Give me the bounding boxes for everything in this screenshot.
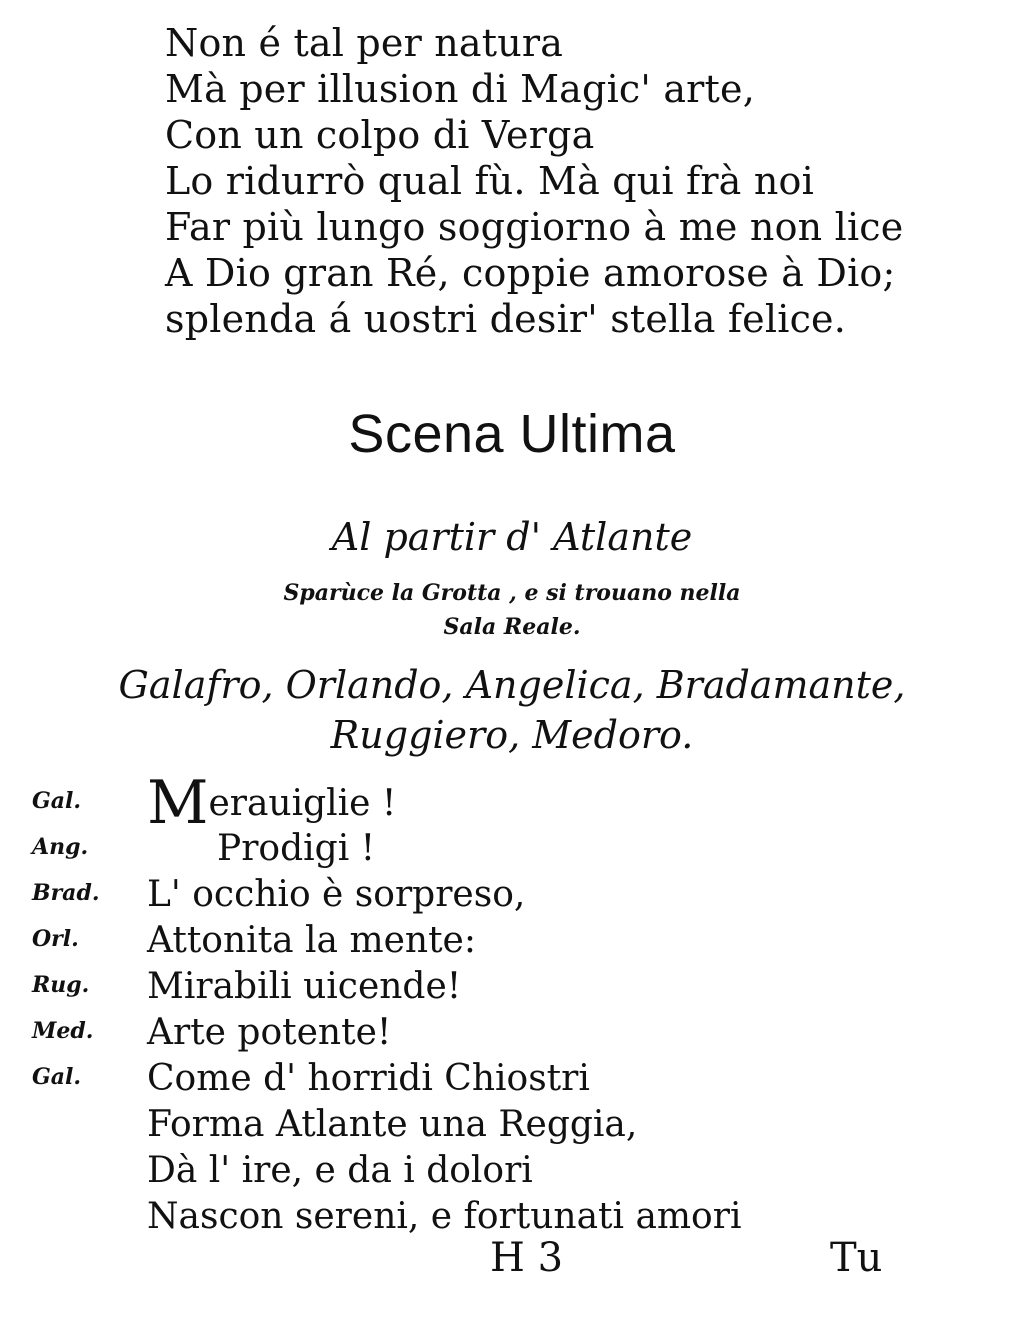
- speaker-label: Med.: [32, 1018, 94, 1044]
- verse-line: Non é tal per natura: [165, 21, 564, 65]
- verse-line: Far più lungo soggiorno à me non lice: [165, 205, 904, 249]
- opening-verse: [165, 20, 903, 342]
- scene-title: Scena Ultima: [348, 404, 676, 464]
- scene-subtitle: Al partir d' Atlante: [331, 515, 693, 559]
- verse-line: Con un colpo di Verga: [165, 113, 595, 157]
- dialogue-text-rest: erauiglie !: [208, 783, 397, 824]
- speaker-label: Brad.: [32, 880, 100, 906]
- verse-line: Lo ridurrò qual fù. Mà qui frà noi: [165, 159, 814, 203]
- verse-line: A Dio gran Ré, coppie amorose à Dio;: [165, 251, 896, 295]
- verse-line: Mà per illusion di Magic' arte,: [165, 67, 755, 111]
- speaker-label: Ang.: [32, 834, 89, 860]
- dialogue-text: Attonita la mente:: [147, 920, 476, 961]
- stage-direction: Sala Reale.: [443, 614, 581, 640]
- dialogue-text: Nascon sereni, e fortunati amori: [147, 1196, 742, 1237]
- dialogue-text: L' occhio è sorpreso,: [147, 874, 526, 915]
- character-list: Ruggiero, Medoro.: [330, 713, 694, 757]
- dialogue-text: [147, 768, 397, 838]
- dialogue-text: Prodigi !: [217, 828, 376, 869]
- speaker-label: Orl.: [32, 926, 79, 952]
- dialogue-text: Arte potente!: [147, 1012, 392, 1053]
- speaker-label: Gal.: [32, 788, 82, 814]
- character-list: Galafro, Orlando, Angelica, Bradamante,: [118, 663, 906, 707]
- dialogue-text: Mirabili uicende!: [147, 966, 462, 1007]
- dialogue-text: Forma Atlante una Reggia,: [147, 1104, 638, 1145]
- stage-direction: Sparùce la Grotta , e si trouano nella: [283, 580, 741, 606]
- dialogue-text: Come d' horridi Chiostri: [147, 1058, 590, 1099]
- verse-line: splenda á uostri desir' stella felice.: [165, 297, 847, 341]
- catchword: Tu: [830, 1235, 883, 1281]
- drop-cap: M: [147, 768, 209, 838]
- signature-mark: H 3: [490, 1235, 564, 1281]
- speaker-label: Gal.: [32, 1064, 82, 1090]
- speaker-label: Rug.: [32, 972, 90, 998]
- dialogue-text: Dà l' ire, e da i dolori: [147, 1150, 533, 1191]
